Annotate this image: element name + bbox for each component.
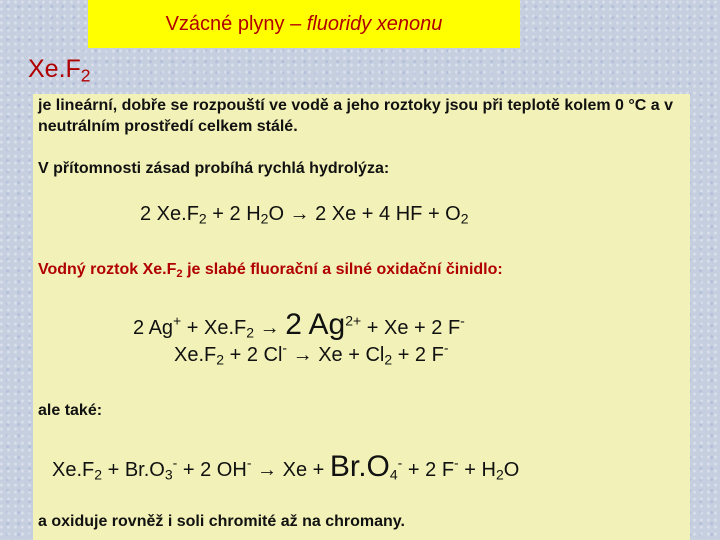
eq3-sub: 2 [216, 351, 225, 368]
eq2-part: + Xe + 2 F [361, 317, 461, 339]
eq3-part: + 2 F [392, 344, 444, 366]
eq4-sup: - [454, 454, 459, 471]
eq3-sub: 2 [384, 351, 393, 368]
eq1-sub: 2 [198, 210, 207, 227]
eq2-part: 2 Ag [133, 317, 174, 339]
eq2-sub: 2 [246, 324, 255, 341]
heading-formula: Xe.F [28, 55, 81, 83]
eq2-part: + Xe.F [181, 317, 247, 339]
eq2-sup: 2+ [345, 312, 362, 329]
eq2-sup: - [460, 312, 465, 329]
eq2-part: → [254, 317, 286, 339]
para3-sub: 2 [176, 267, 183, 280]
eq4-sub: 2 [94, 466, 103, 483]
chromate-statement: a oxiduje rovněž i soli chromité až na chromany. [38, 513, 405, 530]
para3-part: Vodný roztok Xe.F [38, 261, 177, 278]
eq4-part: O [503, 459, 520, 481]
also-label: ale také: [38, 402, 103, 419]
eq1-sub: 2 [460, 210, 469, 227]
eq4-product-large: Br.O [329, 450, 390, 483]
hydrolysis-equation [140, 203, 469, 226]
eq4-sup: - [246, 454, 252, 471]
eq3-part: + 2 Cl [224, 344, 283, 366]
eq2-product-large: 2 Ag [285, 308, 346, 341]
oxidizer-statement [38, 261, 503, 279]
title-italic: fluoridy xenonu [306, 12, 443, 35]
eq4-part: Xe.F [52, 459, 95, 481]
eq4-sub: 2 [495, 466, 504, 483]
eq4-part: + 2 F [402, 459, 455, 481]
title-prefix: Vzácné plyny – [165, 12, 302, 35]
eq4-sub: 3 [164, 466, 173, 483]
eq4-sup: - [172, 454, 178, 471]
eq3-part: → Xe + Cl [287, 344, 385, 366]
eq2-sup: + [173, 312, 182, 329]
heading-subscript: 2 [80, 65, 91, 86]
eq4-part: → Xe + [251, 459, 330, 481]
eq1-sub: 2 [260, 210, 269, 227]
para3-part: je slabé fluorační a silné oxidační činidlo: [182, 261, 503, 278]
description-paragraph: je lineární, dobře se rozpouští ve vodě a jeho roztoky jsou při teplotě kolem 0 °C a v neutrálním prostředí celkem stálé. [38, 97, 673, 135]
eq4-part: + Br.O [102, 459, 165, 481]
eq3-part: Xe.F [174, 344, 217, 366]
bromate-equation [52, 450, 519, 484]
compound-heading [28, 55, 91, 84]
silver-equation [133, 308, 465, 342]
slide-title [88, 0, 520, 48]
eq1-part: 2 Xe.F [140, 203, 199, 225]
eq4-part: + H [458, 459, 496, 481]
eq3-sup: - [443, 339, 449, 356]
eq4-sup: - [397, 454, 403, 471]
eq1-part: + 2 H [206, 203, 261, 225]
eq1-part: O → 2 Xe + 4 HF + O [268, 203, 461, 225]
chloride-equation [174, 339, 449, 368]
eq3-sup: - [282, 339, 288, 356]
hydrolysis-intro: V přítomnosti zásad probíhá rychlá hydrolýza: [38, 160, 390, 177]
eq4-part: + 2 OH [177, 459, 247, 481]
eq4-sub: 4 [389, 466, 398, 483]
